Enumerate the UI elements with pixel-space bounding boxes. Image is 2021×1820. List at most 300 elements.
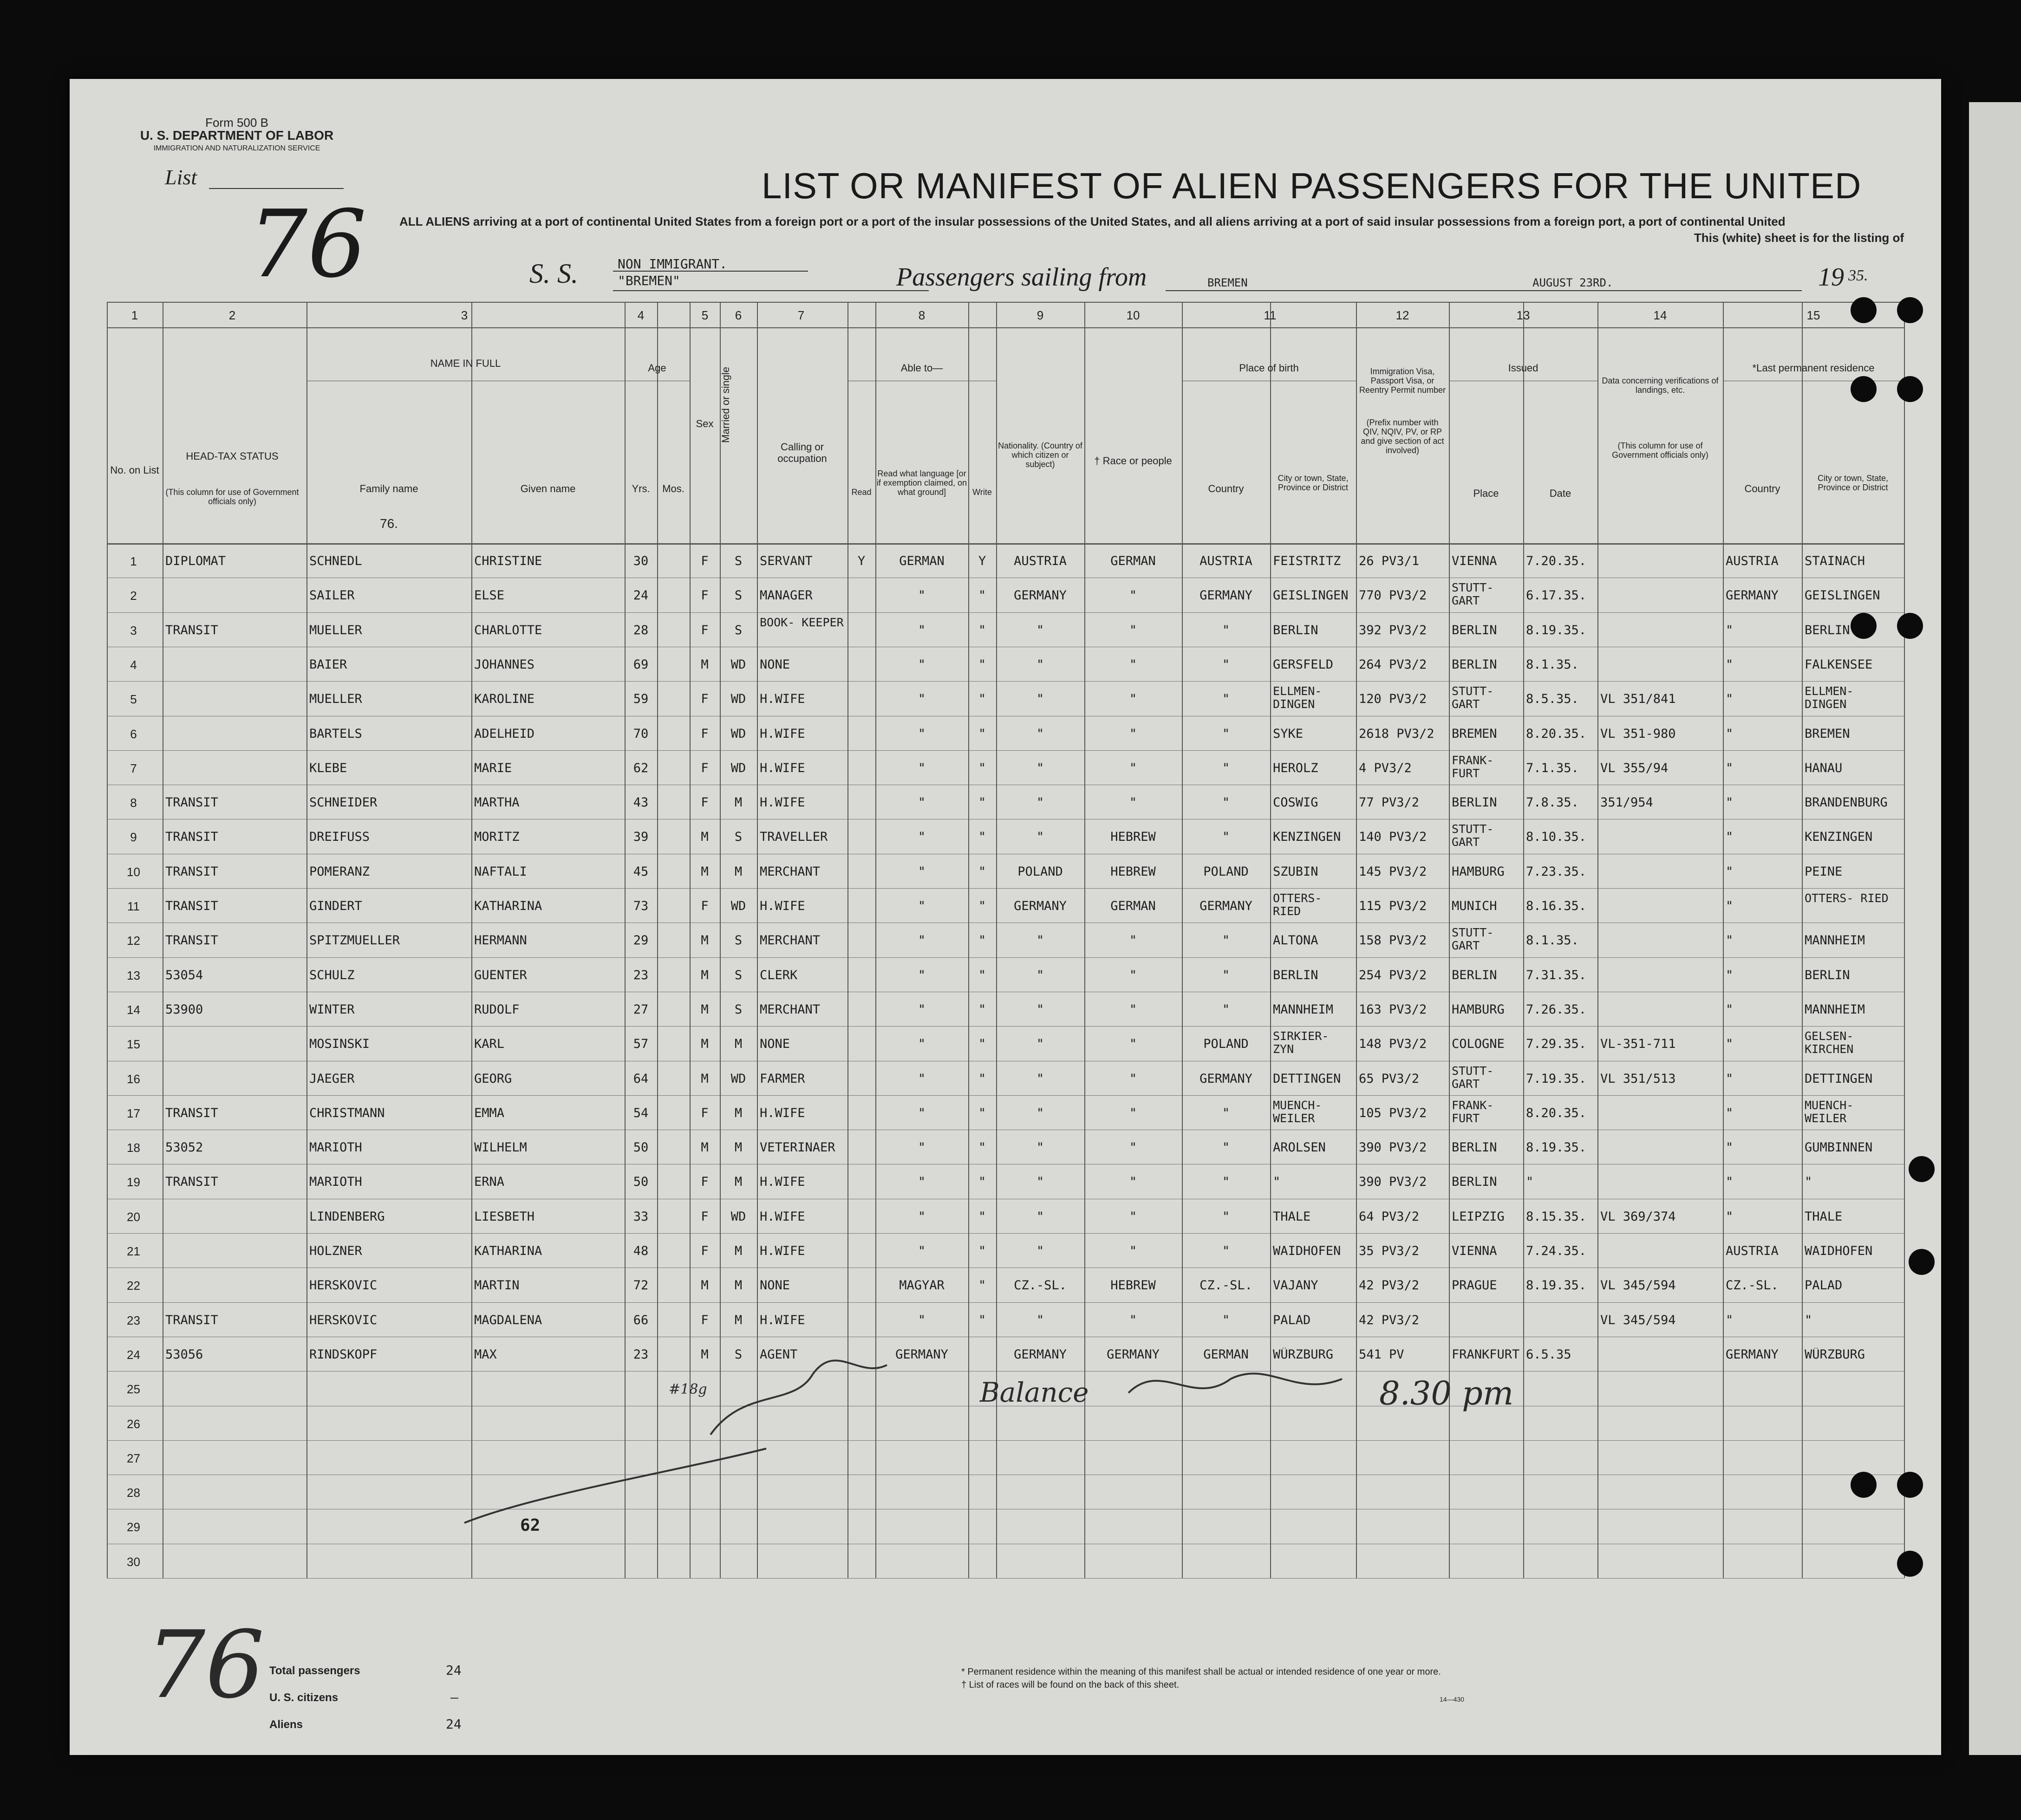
row-number: 3 bbox=[130, 623, 137, 637]
binder-hole bbox=[1897, 376, 1923, 402]
cell-sex: F bbox=[701, 589, 709, 603]
cell-occupation: NONE bbox=[760, 1279, 790, 1293]
cell-given: HERMANN bbox=[474, 934, 527, 948]
cell-ms: M bbox=[734, 1175, 743, 1190]
cell-given: KAROLINE bbox=[474, 692, 535, 707]
cell-family: MOSINSKI bbox=[309, 1037, 370, 1052]
cell-sex: M bbox=[701, 1141, 709, 1155]
cell-issued-place: STUTT- GART bbox=[1452, 1064, 1494, 1091]
cell-tax: TRANSIT bbox=[165, 796, 218, 810]
cell-issued-date: 8.19.35. bbox=[1526, 623, 1587, 637]
cell-language: " bbox=[918, 1209, 926, 1224]
cell-nationality: GERMANY bbox=[1014, 1347, 1067, 1362]
cell-nationality: GERMANY bbox=[1014, 589, 1067, 603]
cell-language: " bbox=[918, 761, 926, 775]
cell-res-city: STAINACH bbox=[1805, 554, 1865, 568]
header-issued: Issued bbox=[1508, 362, 1539, 374]
cell-sex: F bbox=[701, 761, 709, 775]
cell-issued-date: 8.16.35. bbox=[1526, 899, 1587, 913]
cell-occupation: NONE bbox=[760, 657, 790, 672]
row-number: 7 bbox=[130, 761, 137, 775]
passenger-class: NON IMMIGRANT. bbox=[618, 256, 728, 272]
cell-sex: M bbox=[701, 1002, 709, 1017]
cell-write: " bbox=[978, 899, 986, 913]
cell-verification: VL 345/594 bbox=[1600, 1279, 1676, 1293]
cell-issued-place: BERLIN bbox=[1452, 796, 1497, 810]
cell-nationality: " bbox=[1036, 830, 1044, 845]
cell-given: MORITZ bbox=[474, 830, 520, 845]
cell-visa: 264 PV3/2 bbox=[1359, 657, 1427, 672]
header-able-to: Able to— bbox=[900, 362, 943, 374]
cell-tax: TRANSIT bbox=[165, 623, 218, 637]
cell-birth-country: " bbox=[1222, 761, 1230, 775]
cell-ms: WD bbox=[730, 657, 746, 672]
cell-issued-date: 7.8.35. bbox=[1526, 796, 1579, 810]
cell-visa: 115 PV3/2 bbox=[1359, 899, 1427, 913]
cell-family: HERSKOVIC bbox=[309, 1313, 378, 1327]
cell-ms: WD bbox=[730, 1072, 746, 1086]
header-place-of-birth: Place of birth bbox=[1239, 362, 1299, 374]
cell-occupation: H.WIFE bbox=[760, 692, 805, 707]
cell-issued-place: HAMBURG bbox=[1452, 864, 1505, 879]
cell-race: " bbox=[1129, 727, 1137, 741]
departure-port: BREMEN bbox=[1207, 276, 1248, 289]
cell-res-country: " bbox=[1726, 657, 1734, 672]
cell-write: " bbox=[978, 589, 986, 603]
year-suffix: 35. bbox=[1848, 267, 1868, 284]
cell-res-country: AUSTRIA bbox=[1726, 1244, 1779, 1258]
cell-sex: F bbox=[701, 796, 709, 810]
cell-nationality: GERMANY bbox=[1014, 899, 1067, 913]
cell-tax: TRANSIT bbox=[165, 830, 218, 845]
cell-yrs: 66 bbox=[633, 1313, 649, 1327]
header-residence-city: City or town, State, Province or District bbox=[1817, 474, 1889, 492]
cell-language: " bbox=[918, 899, 926, 913]
cell-yrs: 62 bbox=[633, 761, 649, 775]
list-number: 76 bbox=[248, 190, 367, 299]
cell-language: GERMAN bbox=[899, 554, 945, 568]
cell-issued-place: BREMEN bbox=[1452, 727, 1497, 741]
cell-issued-place: FRANK- FURT bbox=[1452, 754, 1494, 780]
cell-occupation: H.WIFE bbox=[760, 899, 805, 913]
cell-given: GUENTER bbox=[474, 968, 527, 982]
cell-write: " bbox=[978, 692, 986, 707]
handwriting-overlay bbox=[70, 79, 1941, 1755]
cell-nationality: POLAND bbox=[1017, 864, 1063, 879]
cell-sex: M bbox=[701, 1279, 709, 1293]
cell-birth-country: " bbox=[1222, 692, 1230, 707]
cell-res-country: " bbox=[1726, 1072, 1734, 1086]
cell-verification: 351/954 bbox=[1600, 796, 1653, 810]
cell-birth-country: " bbox=[1222, 623, 1230, 637]
cell-res-city: BERLIN bbox=[1805, 968, 1850, 982]
row-number: 26 bbox=[127, 1417, 140, 1431]
cell-verification: VL 351-980 bbox=[1600, 727, 1676, 741]
column-number: 6 bbox=[735, 308, 742, 322]
cell-issued-place: FRANK- FURT bbox=[1452, 1098, 1494, 1125]
cell-race: " bbox=[1129, 796, 1137, 810]
cell-occupation: H.WIFE bbox=[760, 1209, 805, 1224]
cell-tax: TRANSIT bbox=[165, 1106, 218, 1120]
cell-language: " bbox=[918, 968, 926, 982]
cell-res-country: " bbox=[1726, 1209, 1734, 1224]
manifest-subtitle-2: This (white) sheet is for the listing of bbox=[1694, 231, 1904, 245]
cell-given: KATHARINA bbox=[474, 899, 542, 913]
cell-issued-date: 8.20.35. bbox=[1526, 727, 1587, 741]
cell-race: " bbox=[1129, 657, 1137, 672]
cell-visa: 64 PV3/2 bbox=[1359, 1209, 1420, 1224]
column-number: 10 bbox=[1126, 308, 1140, 322]
cell-family: LINDENBERG bbox=[309, 1209, 385, 1224]
cell-sex: F bbox=[701, 1106, 709, 1120]
binder-hole bbox=[1909, 1156, 1935, 1182]
cell-occupation: H.WIFE bbox=[760, 1175, 805, 1190]
count-mark: 62 bbox=[520, 1516, 541, 1535]
cell-nationality: " bbox=[1036, 1037, 1044, 1052]
cell-given: MAX bbox=[474, 1347, 497, 1362]
cell-tax: TRANSIT bbox=[165, 1313, 218, 1327]
cell-visa: 4 PV3/2 bbox=[1359, 761, 1412, 775]
cell-nationality: " bbox=[1036, 727, 1044, 741]
cell-write: " bbox=[978, 727, 986, 741]
cell-issued-date: 7.1.35. bbox=[1526, 761, 1579, 775]
cell-race: " bbox=[1129, 1037, 1137, 1052]
cell-birth-city: GERSFELD bbox=[1273, 657, 1334, 672]
card-number-note: #18g bbox=[669, 1381, 707, 1398]
cell-nationality: " bbox=[1036, 1106, 1044, 1120]
cell-language: " bbox=[918, 1072, 926, 1086]
cell-yrs: 73 bbox=[633, 899, 649, 913]
cell-res-country: " bbox=[1726, 934, 1734, 948]
cell-birth-city: SYKE bbox=[1273, 727, 1304, 741]
row-number: 25 bbox=[127, 1382, 140, 1397]
cell-birth-country: POLAND bbox=[1203, 864, 1249, 879]
cell-yrs: 28 bbox=[633, 623, 649, 637]
cell-race: " bbox=[1129, 761, 1137, 775]
row-number: 19 bbox=[127, 1175, 140, 1190]
cell-birth-country: " bbox=[1222, 830, 1230, 845]
binder-hole bbox=[1897, 1472, 1923, 1498]
cell-res-city: THALE bbox=[1805, 1209, 1843, 1224]
cell-nationality: AUSTRIA bbox=[1014, 554, 1067, 568]
cell-visa: 120 PV3/2 bbox=[1359, 692, 1427, 707]
header-visa: Immigration Visa, Passport Visa, or Reentry Permit number bbox=[1359, 367, 1446, 395]
header-read: Read bbox=[851, 488, 872, 497]
cell-family: BAIER bbox=[309, 657, 347, 672]
header-last-residence: *Last permanent residence bbox=[1752, 362, 1875, 374]
row-number: 6 bbox=[130, 727, 137, 741]
folio-number: 76 bbox=[146, 1611, 265, 1719]
cell-visa: 42 PV3/2 bbox=[1359, 1279, 1420, 1293]
cell-language: " bbox=[918, 623, 926, 637]
column-number: 4 bbox=[637, 308, 645, 322]
cell-res-country: " bbox=[1726, 1106, 1734, 1120]
cell-nationality: " bbox=[1036, 761, 1044, 775]
cell-family: HERSKOVIC bbox=[309, 1279, 378, 1293]
cell-language: GERMANY bbox=[895, 1347, 948, 1362]
row-number: 14 bbox=[127, 1002, 140, 1017]
cell-verification: VL 351/841 bbox=[1600, 692, 1676, 707]
cell-res-city: BREMEN bbox=[1805, 727, 1850, 741]
cell-res-city: HANAU bbox=[1805, 761, 1843, 775]
cell-write: " bbox=[978, 864, 986, 879]
cell-issued-place: VIENNA bbox=[1452, 1244, 1497, 1258]
cell-given: ELSE bbox=[474, 589, 505, 603]
cell-given: MARTIN bbox=[474, 1279, 520, 1293]
column-number: 7 bbox=[797, 308, 805, 322]
service-name: IMMIGRATION AND NATURALIZATION SERVICE bbox=[153, 144, 320, 152]
cell-nationality: " bbox=[1036, 657, 1044, 672]
cell-write: " bbox=[978, 1106, 986, 1120]
cell-issued-place: FRANKFURT bbox=[1452, 1347, 1520, 1362]
cell-tax: TRANSIT bbox=[165, 899, 218, 913]
cell-visa: 163 PV3/2 bbox=[1359, 1002, 1427, 1017]
cell-nationality: " bbox=[1036, 1141, 1044, 1155]
cell-sex: F bbox=[701, 692, 709, 707]
balance-note: Balance bbox=[980, 1377, 1089, 1408]
row-number: 1 bbox=[130, 554, 137, 568]
cell-family: MARIOTH bbox=[309, 1141, 362, 1155]
cell-race: " bbox=[1129, 968, 1137, 982]
cell-res-city: OTTERS- RIED bbox=[1805, 892, 1889, 905]
cell-res-country: " bbox=[1726, 968, 1734, 982]
cell-ms: M bbox=[734, 1141, 743, 1155]
cell-sex: M bbox=[701, 968, 709, 982]
cell-res-city: DETTINGEN bbox=[1805, 1072, 1873, 1086]
cell-issued-place: LEIPZIG bbox=[1452, 1209, 1505, 1224]
cell-language: " bbox=[918, 1313, 926, 1327]
cell-nationality: " bbox=[1036, 692, 1044, 707]
cell-nationality: " bbox=[1036, 934, 1044, 948]
binder-hole bbox=[1897, 1551, 1923, 1577]
cell-issued-place: HAMBURG bbox=[1452, 1002, 1505, 1017]
cell-issued-date: 7.26.35. bbox=[1526, 1002, 1587, 1017]
column-number: 14 bbox=[1653, 308, 1667, 322]
cell-birth-country: " bbox=[1222, 796, 1230, 810]
cell-race: " bbox=[1129, 589, 1137, 603]
cell-issued-date: 8.1.35. bbox=[1526, 657, 1579, 672]
manifest-page bbox=[70, 79, 1941, 1755]
cell-language: " bbox=[918, 796, 926, 810]
cell-issued-place: VIENNA bbox=[1452, 554, 1497, 568]
cell-issued-date: 8.5.35. bbox=[1526, 692, 1579, 707]
header-mos: Mos. bbox=[662, 483, 685, 494]
cell-yrs: 23 bbox=[633, 1347, 649, 1362]
cell-res-country: " bbox=[1726, 623, 1734, 637]
cell-visa: 42 PV3/2 bbox=[1359, 1313, 1420, 1327]
cell-given: JOHANNES bbox=[474, 657, 535, 672]
cell-sex: F bbox=[701, 1244, 709, 1258]
cell-race: HEBREW bbox=[1110, 830, 1156, 845]
cell-birth-country: " bbox=[1222, 968, 1230, 982]
cell-res-city: KENZINGEN bbox=[1805, 830, 1873, 845]
cell-birth-country: " bbox=[1222, 1175, 1230, 1190]
cell-given: KARL bbox=[474, 1037, 505, 1052]
us-citizens-value: — bbox=[450, 1690, 458, 1705]
cell-language: " bbox=[918, 1141, 926, 1155]
cell-issued-place: COLOGNE bbox=[1452, 1037, 1505, 1052]
cell-birth-city: SZUBIN bbox=[1273, 864, 1318, 879]
header-given-name: Given name bbox=[520, 483, 576, 494]
cell-family: SCHNEDL bbox=[309, 554, 362, 568]
cell-birth-country: AUSTRIA bbox=[1200, 554, 1252, 568]
cell-birth-country: " bbox=[1222, 657, 1230, 672]
cell-yrs: 48 bbox=[633, 1244, 649, 1258]
cell-res-country: " bbox=[1726, 899, 1734, 913]
row-number: 13 bbox=[127, 968, 140, 982]
cell-ms: S bbox=[734, 623, 743, 637]
cell-nationality: " bbox=[1036, 1313, 1044, 1327]
cell-birth-city: VAJANY bbox=[1273, 1279, 1318, 1293]
cell-ms: S bbox=[734, 830, 743, 845]
cell-res-city: MANNHEIM bbox=[1805, 934, 1865, 948]
cell-given: NAFTALI bbox=[474, 864, 527, 879]
footnote-residence: * Permanent residence within the meaning of this manifest shall be actual or intended residence of one year or more. bbox=[961, 1667, 1441, 1677]
row-number: 12 bbox=[127, 934, 140, 948]
row-number: 8 bbox=[130, 796, 137, 810]
cell-issued-date: 8.15.35. bbox=[1526, 1209, 1587, 1224]
cell-issued-place: STUTT- GART bbox=[1452, 926, 1494, 953]
cell-nationality: " bbox=[1036, 796, 1044, 810]
cell-given: MARIE bbox=[474, 761, 512, 775]
cell-ms: S bbox=[734, 968, 743, 982]
row-number: 28 bbox=[127, 1486, 140, 1500]
cell-given: RUDOLF bbox=[474, 1002, 520, 1017]
cell-res-country: " bbox=[1726, 1002, 1734, 1017]
cell-family: POMERANZ bbox=[309, 864, 370, 879]
cell-birth-city: " bbox=[1273, 1175, 1281, 1190]
cell-birth-city: WAIDHOFEN bbox=[1273, 1244, 1341, 1258]
cell-visa: 105 PV3/2 bbox=[1359, 1106, 1427, 1120]
cell-tax: 53054 bbox=[165, 968, 203, 982]
cell-write: " bbox=[978, 1175, 986, 1190]
header-age: Age bbox=[648, 362, 666, 374]
cell-birth-country: " bbox=[1222, 1244, 1230, 1258]
cell-sex: F bbox=[701, 1313, 709, 1327]
cell-given: CHRISTINE bbox=[474, 554, 542, 568]
cell-yrs: 43 bbox=[633, 796, 649, 810]
cell-sex: M bbox=[701, 657, 709, 672]
cell-occupation: MERCHANT bbox=[760, 1002, 821, 1017]
cell-race: GERMAN bbox=[1110, 899, 1156, 913]
cell-language: " bbox=[918, 1037, 926, 1052]
cell-ms: M bbox=[734, 1037, 743, 1052]
cell-sex: F bbox=[701, 899, 709, 913]
row-number: 11 bbox=[127, 899, 140, 913]
cell-occupation: MANAGER bbox=[760, 589, 813, 603]
column-number: 12 bbox=[1395, 308, 1409, 322]
row-number: 21 bbox=[127, 1244, 140, 1258]
cell-sex: F bbox=[701, 1175, 709, 1190]
cell-issued-date: 7.19.35. bbox=[1526, 1072, 1587, 1086]
cell-occupation: SERVANT bbox=[760, 554, 813, 568]
signature-stroke bbox=[464, 1449, 766, 1523]
cell-birth-city: WÜRZBURG bbox=[1273, 1347, 1334, 1362]
cell-visa: 145 PV3/2 bbox=[1359, 864, 1427, 879]
cell-sex: F bbox=[701, 727, 709, 741]
aliens-label: Aliens bbox=[269, 1718, 303, 1731]
cell-occupation: AGENT bbox=[760, 1347, 798, 1362]
cell-race: " bbox=[1129, 1175, 1137, 1190]
cell-race: " bbox=[1129, 1106, 1137, 1120]
cell-tax: 53056 bbox=[165, 1347, 203, 1362]
cell-birth-city: BERLIN bbox=[1273, 623, 1318, 637]
cell-verification: VL 345/594 bbox=[1600, 1313, 1676, 1327]
cell-issued-date: 7.23.35. bbox=[1526, 864, 1587, 879]
cell-birth-city: COSWIG bbox=[1273, 796, 1318, 810]
row-number: 27 bbox=[127, 1451, 140, 1465]
cell-verification: VL 355/94 bbox=[1600, 761, 1669, 775]
cell-sex: F bbox=[701, 554, 709, 568]
cell-family: MUELLER bbox=[309, 692, 362, 707]
cell-issued-place: MUNICH bbox=[1452, 899, 1497, 913]
cell-given: LIESBETH bbox=[474, 1209, 535, 1224]
cell-yrs: 64 bbox=[633, 1072, 649, 1086]
cell-sex: M bbox=[701, 934, 709, 948]
cell-res-country: GERMANY bbox=[1726, 1347, 1779, 1362]
cell-birth-city: ELLMEN- DINGEN bbox=[1273, 685, 1322, 711]
cell-race: GERMAN bbox=[1110, 554, 1156, 568]
cell-res-city: FALKENSEE bbox=[1805, 657, 1873, 672]
row-number: 29 bbox=[127, 1520, 140, 1534]
binder-hole bbox=[1897, 613, 1923, 639]
cell-birth-city: GEISLINGEN bbox=[1273, 589, 1349, 603]
cell-res-city: MANNHEIM bbox=[1805, 1002, 1865, 1017]
cell-birth-city: KENZINGEN bbox=[1273, 830, 1341, 845]
cell-yrs: 27 bbox=[633, 1002, 649, 1017]
cell-res-city: MUENCH- WEILER bbox=[1805, 1098, 1854, 1125]
cell-ms: M bbox=[734, 796, 743, 810]
cell-yrs: 59 bbox=[633, 692, 649, 707]
header-nationality: Nationality. (Country of which citizen or subject) bbox=[998, 441, 1082, 469]
cell-language: " bbox=[918, 934, 926, 948]
cell-nationality: " bbox=[1036, 1209, 1044, 1224]
cell-res-country: " bbox=[1726, 1175, 1734, 1190]
cell-write: " bbox=[978, 1209, 986, 1224]
total-passengers-row bbox=[269, 1663, 462, 1678]
cell-birth-country: CZ.-SL. bbox=[1200, 1279, 1252, 1293]
cell-birth-city: DETTINGEN bbox=[1273, 1072, 1341, 1086]
cell-family: KLEBE bbox=[309, 761, 347, 775]
department-name: U. S. DEPARTMENT OF LABOR bbox=[140, 128, 334, 143]
cell-sex: F bbox=[701, 623, 709, 637]
row-number: 20 bbox=[127, 1209, 140, 1224]
column-number: 1 bbox=[131, 308, 138, 322]
cell-birth-country: GERMANY bbox=[1200, 589, 1252, 603]
cell-write: " bbox=[978, 968, 986, 982]
cell-nationality: " bbox=[1036, 623, 1044, 637]
cell-race: " bbox=[1129, 1072, 1137, 1086]
row-number: 4 bbox=[130, 657, 137, 672]
cell-visa: 26 PV3/1 bbox=[1359, 554, 1420, 568]
us-citizens-row bbox=[269, 1690, 458, 1705]
inspector-signature-2 bbox=[1128, 1373, 1342, 1393]
cell-yrs: 24 bbox=[633, 589, 649, 603]
cell-write: " bbox=[978, 1141, 986, 1155]
header-write: Write bbox=[972, 488, 992, 497]
cell-occupation: H.WIFE bbox=[760, 727, 805, 741]
cell-occupation: H.WIFE bbox=[760, 761, 805, 775]
row-number: 22 bbox=[127, 1279, 140, 1293]
header-sex: Sex bbox=[696, 418, 714, 429]
cell-sex: M bbox=[701, 1072, 709, 1086]
cell-issued-place: BERLIN bbox=[1452, 968, 1497, 982]
cell-write: " bbox=[978, 1072, 986, 1086]
cell-birth-city: FEISTRITZ bbox=[1273, 554, 1341, 568]
cell-birth-country: " bbox=[1222, 727, 1230, 741]
header-issued-place: Place bbox=[1473, 488, 1499, 499]
cell-occupation: VETERINAER bbox=[760, 1141, 835, 1155]
